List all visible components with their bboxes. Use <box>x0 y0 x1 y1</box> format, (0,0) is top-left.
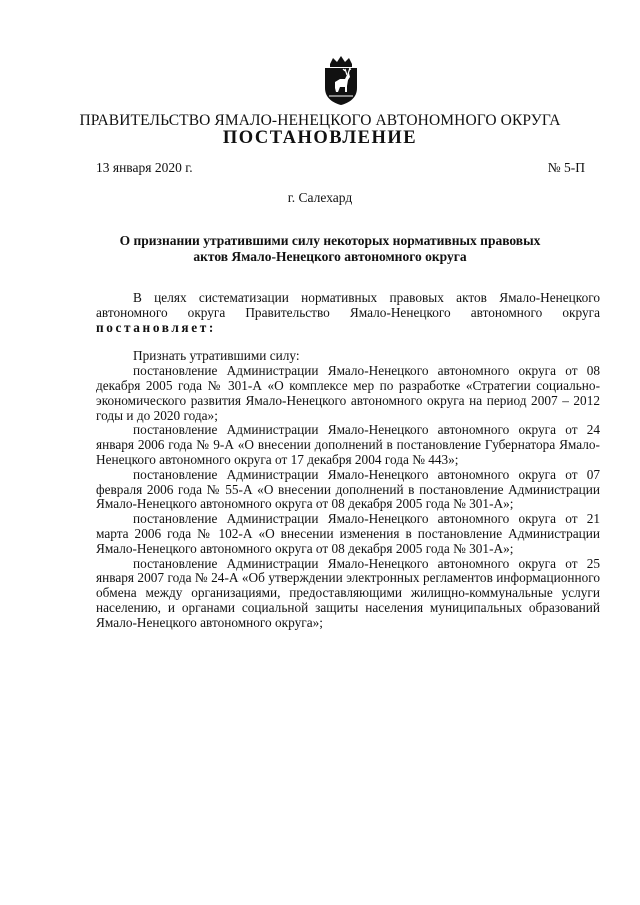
document-date: 13 января 2020 г. <box>96 160 193 175</box>
preamble-text: В целях систематизации нормативных правовых актов Ямало-Ненецкого автономного округа Правительство Ямало-Ненецкого автономного округа <box>96 290 600 320</box>
repealed-act-item: постановление Администрации Ямало-Ненецкого автономного округа от 25 января 2007 года № 24-А «Об утверждении электронных регламентов информационного обмена между организациями, предоставляющими жилищно-коммунальные услуги населению, и органами социальной защиты населения муниципальных образований Ямало-Ненецкого автономного округа»; <box>96 555 600 630</box>
repealed-act-item: постановление Администрации Ямало-Ненецкого автономного округа от 08 декабря 2005 года № 301-А «О комплексе мер по разработке «Стратегии социально-экономического развития Ямало-Ненецкого автономного округа на период 2007 – 2012 годы и до 2020 года»; <box>96 363 600 423</box>
document-subject <box>110 233 550 264</box>
document-body <box>96 291 600 631</box>
decision-intro: Признать утратившими силу: <box>133 348 300 364</box>
government-name: ПРАВИТЕЛЬСТВО ЯМАЛО-НЕНЕЦКОГО АВТОНОМНОГО ОКРУГА <box>79 112 561 129</box>
document-type: ПОСТАНОВЛЕНИЕ <box>222 128 418 148</box>
repealed-act-item: постановление Администрации Ямало-Ненецкого автономного округа от 21 марта 2006 года № 102-А «О внесении изменения в постановление Администрации Ямало-Ненецкого автономного округа от 08 декабря 2005 года № 301-А»; <box>96 511 600 556</box>
subject-line-1: О признании утратившими силу некоторых нормативных правовых <box>119 233 541 248</box>
document-city: г. Салехард <box>287 190 353 205</box>
decree-word: постановляет: <box>96 319 216 335</box>
document-number: № 5-П <box>547 160 585 175</box>
repealed-act-item: постановление Администрации Ямало-Ненецкого автономного округа от 24 января 2006 года № 9-А «О внесении дополнений в постановление Губернатора Ямало-Ненецкого автономного округа от 17 декабря 2004 года № 443»; <box>96 422 600 467</box>
yamal-coat-of-arms-icon <box>321 56 361 106</box>
preamble <box>96 291 600 335</box>
subject-line-2: актов Ямало-Ненецкого автономного округа <box>193 248 467 264</box>
repealed-act-item: постановление Администрации Ямало-Ненецкого автономного округа от 07 февраля 2006 года № 55-А «О внесении дополнений в постановление Администрации Ямало-Ненецкого автономного округа от 08 декабря 2005 года № 301-А»; <box>96 466 600 512</box>
